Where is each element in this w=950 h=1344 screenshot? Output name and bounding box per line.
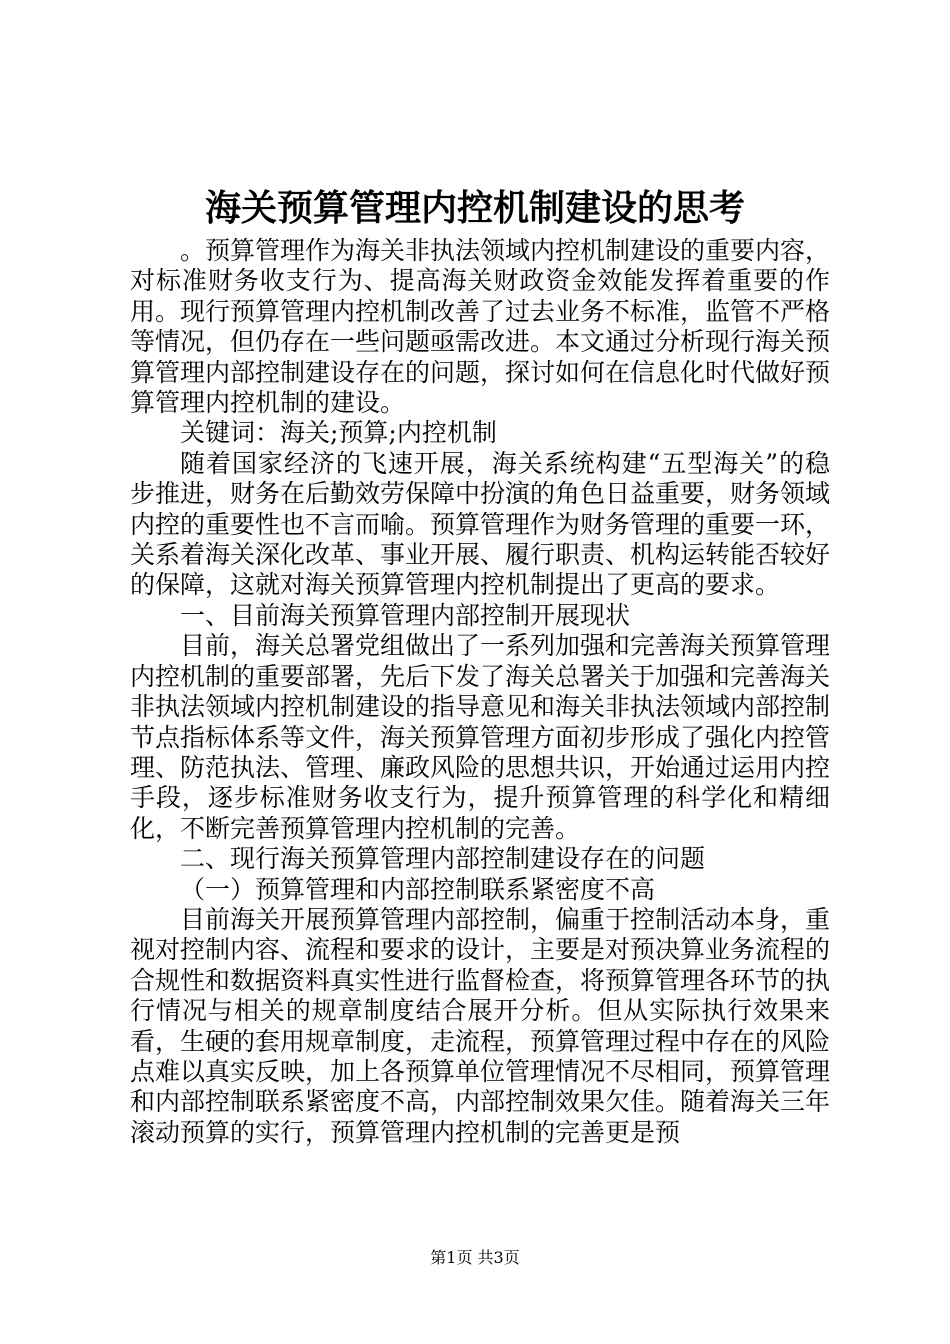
subsection-2-1-paragraph: 目前海关开展预算管理内部控制，偏重于控制活动本身，重视对控制内容、流程和要求的设计，主要是对预决算业务流程的合规性和数据资料真实性进行监督检查，将预算管理各环节的执行情况与相关的规章制度结合展开分析。但从实际执行效果来看，生硬的套用规章制度，走流程，预算管理过程中存在的风险点难以真实反映，加上各预算单位管理情况不尽相同，预算管理和内部控制联系紧密度不高，内部控制效果欠佳。随着海关三年滚动预算的实行，预算管理内控机制的完善更是预 <box>130 904 831 1147</box>
abstract-paragraph: 。预算管理作为海关非执法领域内控机制建设的重要内容，对标准财务收支行为、提高海关财政资金效能发挥着重要的作用。现行预算管理内控机制改善了过去业务不标准，监管不严格等情况，但仍存在一些问题亟需改进。本文通过分析现行海关预算管理内部控制建设存在的问题，探讨如何在信息化时代做好预算管理内控机制的建设。 <box>130 236 831 418</box>
subsection-heading-2-1: （一）预算管理和内部控制联系紧密度不高 <box>180 874 656 904</box>
document-body <box>130 236 830 1148</box>
keywords-paragraph: 关键词：海关;预算;内控机制 <box>180 418 497 448</box>
intro-paragraph: 随着国家经济的飞速开展，海关系统构建“五型海关”的稳步推进，财务在后勤效劳保障中扮演的角色日益重要，财务领域内控的重要性也不言而喻。预算管理作为财务管理的重要一环，关系着海关深化改革、事业开展、履行职责、机构运转能否较好的保障，这就对海关预算管理内控机制提出了更高的要求。 <box>130 448 831 600</box>
document-title: 海关预算管理内控机制建设的思考 <box>204 187 745 229</box>
section-heading-1: 一、目前海关预算管理内部控制开展现状 <box>180 600 631 630</box>
section-heading-2: 二、现行海关预算管理内部控制建设存在的问题 <box>180 844 706 874</box>
section-1-paragraph: 目前，海关总署党组做出了一系列加强和完善海关预算管理内控机制的重要部署，先后下发了海关总署关于加强和完善海关非执法领域内控机制建设的指导意见和海关非执法领域内部控制节点指标体系等文件，海关预算管理方面初步形成了强化内控管理、防范执法、管理、廉政风险的思想共识，开始通过运用内控手段，逐步标准财务收支行为，提升预算管理的科学化和精细化，不断完善预算管理内控机制的完善。 <box>130 631 831 843</box>
page-footer: 第1页 共3页 <box>430 1248 520 1267</box>
